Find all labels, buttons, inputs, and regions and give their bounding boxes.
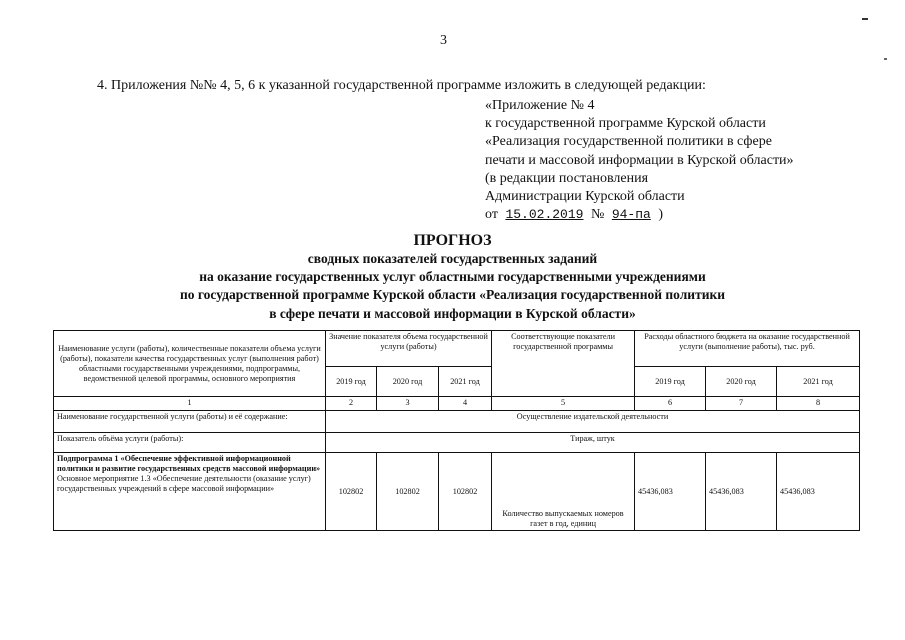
title-line: по государственной программе Курской области «Реализация государственной политики bbox=[179, 287, 726, 303]
title-line: в сфере печати и массовой информации в Курской области» bbox=[269, 305, 636, 321]
title-line: на оказание государственных услуг областными государственными учреждениями bbox=[199, 269, 706, 285]
header-year: 2020 год bbox=[377, 367, 439, 397]
appendix-date-line bbox=[485, 206, 794, 224]
title-line: сводных показателей государственных заданий bbox=[307, 251, 598, 266]
header-budget: Расходы областного бюджета на оказание государственной услуги (выполнение работы), тыс. руб. bbox=[635, 331, 860, 367]
appendix-line: «Приложение № 4 bbox=[485, 98, 595, 113]
header-year: 2020 год bbox=[706, 367, 777, 397]
column-number: 6 bbox=[635, 397, 706, 411]
volume-label: Показатель объёма услуги (работы): bbox=[54, 433, 326, 453]
header-year: 2019 год bbox=[326, 367, 377, 397]
appendix-line: к государственной программе Курской области bbox=[485, 116, 766, 132]
appendix-line: Администрации Курской области bbox=[485, 189, 685, 205]
header-year: 2021 год bbox=[777, 367, 860, 397]
table-row-title bbox=[54, 453, 326, 531]
scan-mark bbox=[862, 18, 868, 20]
header-volume: Значение показателя объема государственной услуги (работы) bbox=[326, 331, 492, 367]
page-number: 3 bbox=[440, 33, 447, 48]
closing-paren: ) bbox=[658, 207, 663, 223]
measure-name: Основное мероприятие 1.3 «Обеспечение деятельности (оказание услуг) государственных учреждений в сфере массовой информации» bbox=[57, 474, 311, 493]
column-number: 7 bbox=[706, 397, 777, 411]
title-main: ПРОГНОЗ bbox=[413, 232, 492, 249]
appendix-line: печати и массовой информации в Курской области» bbox=[485, 152, 794, 168]
budget-2021: 45436,083 bbox=[777, 453, 860, 531]
decree-number: 94-па bbox=[611, 207, 651, 223]
header-service-name: Наименование услуги (работы), количественные показатели объема услуги (работы), показатели качества государственных услуг (выполнения работ) областными государственными учреждениями, подпрограммы, ведомственной целевой программы, основного мероприятия bbox=[54, 331, 326, 397]
document-title bbox=[0, 232, 905, 323]
forecast-table bbox=[53, 330, 860, 531]
budget-2019: 45436,083 bbox=[635, 453, 706, 531]
volume-2020: 102802 bbox=[377, 453, 439, 531]
column-number: 4 bbox=[439, 397, 492, 411]
header-year: 2021 год bbox=[439, 367, 492, 397]
header-indicators: Соответствующие показатели государственной программы bbox=[492, 331, 635, 397]
column-number: 5 bbox=[492, 397, 635, 411]
appendix-line: «Реализация государственной политики в сфере bbox=[485, 134, 772, 150]
intro-paragraph: 4. Приложения №№ 4, 5, 6 к указанной государственной программе изложить в следующей редакции: bbox=[97, 78, 706, 93]
column-number: 2 bbox=[326, 397, 377, 411]
number-label: № bbox=[590, 207, 605, 223]
volume-value: Тираж, штук bbox=[326, 433, 860, 453]
service-label: Наименование государственной услуги (работы) и её содержание: bbox=[54, 411, 326, 433]
scan-mark bbox=[884, 58, 887, 60]
from-label: от bbox=[485, 207, 498, 223]
appendix-line: (в редакции постановления bbox=[485, 170, 649, 186]
budget-2020: 45436,083 bbox=[706, 453, 777, 531]
column-number: 3 bbox=[377, 397, 439, 411]
appendix-header bbox=[485, 97, 794, 224]
subprogram-name: Подпрограмма 1 «Обеспечение эффективной информационной политики и развитие государственных средств массовой информации» bbox=[57, 454, 321, 473]
column-number: 8 bbox=[777, 397, 860, 411]
program-indicator: Количество выпускаемых номеров газет в год, единиц bbox=[492, 453, 635, 531]
service-value: Осуществление издательской деятельности bbox=[326, 411, 860, 433]
volume-2019: 102802 bbox=[326, 453, 377, 531]
header-year: 2019 год bbox=[635, 367, 706, 397]
column-number: 1 bbox=[54, 397, 326, 411]
decree-date: 15.02.2019 bbox=[505, 207, 584, 223]
volume-2021: 102802 bbox=[439, 453, 492, 531]
